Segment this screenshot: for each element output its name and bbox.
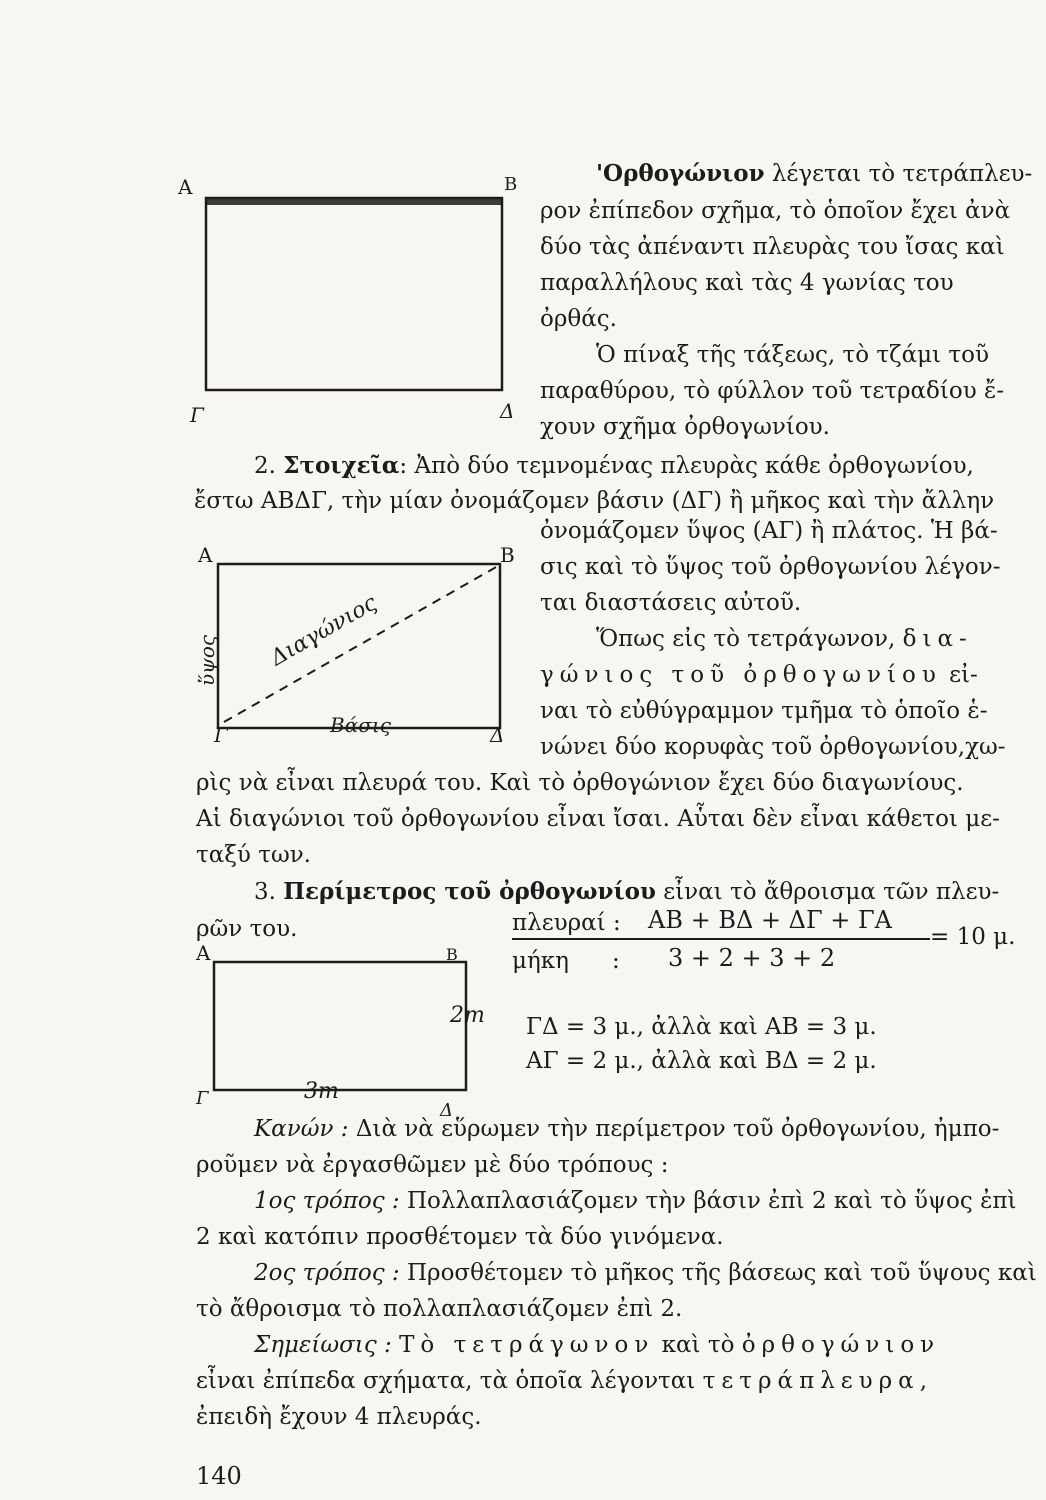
elements-line-9: νώνει δύο κορυφὰς τοῦ ὀρθογωνίου,χω- <box>540 734 1006 760</box>
elements-line-6: Ὅπως εἰς τὸ τετράγωνον, <box>596 626 896 652</box>
fig1-corner-b: Β <box>504 174 518 195</box>
elements-line-5: ται διαστάσεις αὐτοῦ. <box>540 590 802 616</box>
page-number: 140 <box>196 1462 242 1490</box>
fig2-diagonal-label: Διαγώνιος <box>266 590 382 672</box>
rectangle-figure-1 <box>170 160 530 430</box>
elements-line-1: Ἀπὸ δύο τεμνομένας πλευρὰς κάθε ὀρθογωνίου, <box>414 453 974 479</box>
fig2-height-label: ὕψος <box>195 634 219 686</box>
fig2-corner-b: Β <box>500 543 515 567</box>
way-2-line-1: Προσθέτομεν τὸ μῆκος τῆς βάσεως καὶ τοῦ ὕψους καὶ <box>406 1260 1037 1286</box>
rect-def-line-4: παραλλήλους καὶ τὰς 4 γωνίας του <box>540 270 954 296</box>
perimeter-line-2: ρῶν του. <box>196 916 298 942</box>
note-label: Σημείωσις : <box>254 1332 392 1358</box>
rule-label: Κανών : <box>254 1116 349 1142</box>
elements-line-12: ταξύ των. <box>196 842 311 868</box>
section-2-number: 2. <box>254 453 276 479</box>
rect-def-line-1: λέγεται τὸ τετράπλευ- <box>771 161 1033 187</box>
section-2-colon: : <box>399 453 408 479</box>
elements-line-8: ναι τὸ εὐθύγραμμον τμῆμα τὸ ὁποῖο ἑ- <box>540 698 988 724</box>
fig3-base-label: 3m <box>304 1079 339 1104</box>
rect-def-line-7: παραθύρου, τὸ φύλλον τοῦ τετραδίου ἔ- <box>540 378 1005 404</box>
rule-line-2: ροῦμεν νὰ ἐργασθῶμεν μὲ δύο τρόπους : <box>196 1152 669 1178</box>
term-elements: Στοιχεῖα <box>283 452 400 479</box>
fig3-corner-g: Γ <box>196 1088 209 1109</box>
elements-line-11: Αἱ διαγώνιοι τοῦ ὀρθογωνίου εἶναι ἴσαι. Αὗται δὲν εἶναι κάθετοι με- <box>196 806 1000 832</box>
rect-def-line-5: ὀρθάς. <box>540 306 617 332</box>
way-2-line-2: τὸ ἄθροισμα τὸ πολλαπλασιάζομεν ἐπὶ 2. <box>196 1296 683 1322</box>
way-1-label: 1ος τρόπος : <box>254 1188 400 1214</box>
note-line-3: ἐπειδὴ ἔχουν 4 πλευράς. <box>196 1404 482 1430</box>
fig3-corner-a: Α <box>196 941 211 965</box>
fig1-corner-g: Γ <box>190 403 204 427</box>
rect-def-line-3: δύο τὰς ἀπέναντι πλευρὰς του ἴσας καὶ <box>540 234 1005 260</box>
note-line-1-mid: καὶ τὸ <box>661 1332 735 1358</box>
rect-def-line-6: Ὁ πίναξ τῆς τάξεως, τὸ τζάμι τοῦ <box>596 342 989 368</box>
fig1-corner-d: Δ <box>500 399 515 423</box>
elements-line-7: εἰ- <box>949 662 978 688</box>
formula-bottom-label: μήκη <box>512 948 569 974</box>
fig2-corner-g: Γ <box>214 723 228 747</box>
textbook-page: Α Β Γ Δ 'Ορθογώνιον λέγεται τὸ τετράπλευ- ρον ἐπίπεδον σχῆμα, τὸ ὁποῖον ἔχει ἀνὰ δύο τὰς ἀπέναντι πλευρὰς του ἴσας καὶ παραλλήλους καὶ τὰς 4 γωνίας του ὀρθάς. Ὁ πίναξ τῆς τάξεως, τὸ τζάμι τοῦ παραθύρου, τὸ φύλλον τοῦ τετραδίου ἔ- χουν σχῆμα ὀρθογωνίου. 2. Στοιχεῖα: Ἀπὸ δύο τεμνομένας πλευρὰς κάθε ὀρθογωνίου, ἔστω ΑΒΔΓ, τὴν μίαν ὀνομάζομεν βάσιν (ΔΓ) ἢ μῆκος καὶ τὴν ἄλλην Α Β Γ Δ Διαγώνιος ὕψος Βάσις ὀνομάζομεν ὕψος (ΑΓ) ἢ πλάτος. Ἡ βά- σις καὶ τὸ ὕψος τοῦ ὀρθογωνίου λέγον- ται διαστάσεις αὐτοῦ. Ὅπως εἰς τὸ τετράγωνον, δια- γώνιος τοῦ ὀρθογωνίου εἰ- ναι τὸ εὐθύγραμμον τμῆμα τὸ ὁποῖο ἑ- νώνει δύο κορυφὰς τοῦ ὀρθογωνίου,χω- ρὶς νὰ εἶναι πλευρά του. Καὶ τὸ ὀρθογώνιον ἔχει δύο διαγωνίους. Αἱ διαγώνιοι τοῦ ὀρθογωνίου εἶναι ἴσαι. Αὗται δὲν εἶναι κάθετοι με- ταξύ των. 3. Περίμετρος τοῦ ὀρθογωνίου εἶναι τὸ ἄθροισμα τῶν πλευ- ρῶν του. πλευραί : ΑΒ + ΒΔ + ΔΓ + ΓΑ μήκη : 3 + 2 + 3 + 2 = 10 μ. Α Β Γ Δ 2m 3m ΓΔ = 3 μ., ἀλλὰ καὶ ΑΒ = 3 μ. ΑΓ = 2 μ., ἀλλὰ καὶ ΒΔ = 2 μ. Κανών : Διὰ νὰ εὕρωμεν τὴν περίμετρον τοῦ ὀρθογωνίου, ἠμπο- ροῦμεν νὰ ἐργασθῶμεν μὲ δύο τρόπους : 1ος τρόπος : Πολλαπλασιάζομεν τὴν βάσιν ἐπὶ 2 καὶ τὸ ὕψος ἐπὶ 2 καὶ κατόπιν προσθέτομεν τὰ δύο γινόμενα. 2ος τρόπος : Προσθέτομεν τὸ μῆκος τῆς βάσεως καὶ τοῦ ὕψους καὶ τὸ ἄθροισμα τὸ πολλαπλασιάζομεν ἐπὶ 2. Σημείωσις : Τὸ τετράγωνον καὶ τὸ ὀρθογώνιον εἶναι ἐπίπεδα σχήματα, τὰ ὁποῖα λέγονται τετράπλευρα, ἐπειδὴ ἔχουν 4 πλευράς. 140 <box>0 0 1046 1500</box>
elements-line-4: σις καὶ τὸ ὕψος τοῦ ὀρθογωνίου λέγον- <box>540 554 1001 580</box>
formula-bottom-colon: : <box>612 948 620 974</box>
term-perimeter: Περίμετρος τοῦ ὀρθογωνίου <box>283 878 656 905</box>
formula-fraction-bar <box>512 938 930 940</box>
fig1-corner-a: Α <box>178 175 193 199</box>
perimeter-line-1: εἶναι τὸ ἄθροισμα τῶν πλευ- <box>663 879 1000 905</box>
elements-line-2: ἔστω ΑΒΔΓ, τὴν μίαν ὀνομάζομεν βάσιν (ΔΓ) ἢ μῆκος καὶ τὴν ἄλλην <box>194 488 995 514</box>
fig3-corner-d: Δ <box>440 1100 453 1121</box>
perimeter-eq-2: ΑΓ = 2 μ., ἀλλὰ καὶ ΒΔ = 2 μ. <box>526 1048 877 1074</box>
elements-line-3: ὀνομάζομεν ὕψος (ΑΓ) ἢ πλάτος. Ἡ βά- <box>540 518 998 544</box>
formula-bottom-expr: 3 + 2 + 3 + 2 <box>668 944 836 972</box>
fig2-corner-a: Α <box>198 543 213 567</box>
rectangle-figure-2 <box>180 536 530 746</box>
fig2-corner-d: Δ <box>490 723 505 747</box>
way-2-label: 2ος τρόπος : <box>254 1260 400 1286</box>
way-1-line-2: 2 καὶ κατόπιν προσθέτομεν τὰ δύο γινόμενα. <box>196 1224 724 1250</box>
note-rectangle-term: ὀρθογώνιον <box>741 1332 941 1358</box>
elements-line-10: ρὶς νὰ εἶναι πλευρά του. Καὶ τὸ ὀρθογώνιον ἔχει δύο διαγωνίους. <box>196 770 964 796</box>
formula-top-label: πλευραί : <box>512 910 621 936</box>
rectangle-figure-3 <box>190 938 510 1128</box>
fig3-corner-b: Β <box>446 945 458 964</box>
note-line-2: εἶναι ἐπίπεδα σχήματα, τὰ ὁποῖα λέγονται <box>196 1368 696 1394</box>
term-rectangle: 'Ορθογώνιον <box>596 160 765 187</box>
perimeter-eq-1: ΓΔ = 3 μ., ἀλλὰ καὶ ΑΒ = 3 μ. <box>526 1014 877 1040</box>
formula-top-expr: ΑΒ + ΒΔ + ΔΓ + ΓΑ <box>648 906 893 934</box>
rule-line-1: Διὰ νὰ εὕρωμεν τὴν περίμετρον τοῦ ὀρθογωνίου, ἠμπο- <box>355 1116 1000 1142</box>
fig2-base-label: Βάσις <box>330 713 391 737</box>
way-1-line-1: Πολλαπλασιάζομεν τὴν βάσιν ἐπὶ 2 καὶ τὸ ὕψος ἐπὶ <box>406 1188 1017 1214</box>
section-3-number: 3. <box>254 879 276 905</box>
fig3-side-label: 2m <box>450 1003 485 1028</box>
note-quadrilateral-term: τετράπλευρα, <box>702 1368 934 1394</box>
note-square-term: Τὸ τετράγωνον <box>399 1332 655 1358</box>
rect-def-line-8: χουν σχῆμα ὀρθογωνίου. <box>540 414 830 440</box>
rect-def-line-2: ρον ἐπίπεδον σχῆμα, τὸ ὁποῖον ἔχει ἀνὰ <box>540 198 1011 224</box>
formula-result: = 10 μ. <box>930 924 1016 950</box>
